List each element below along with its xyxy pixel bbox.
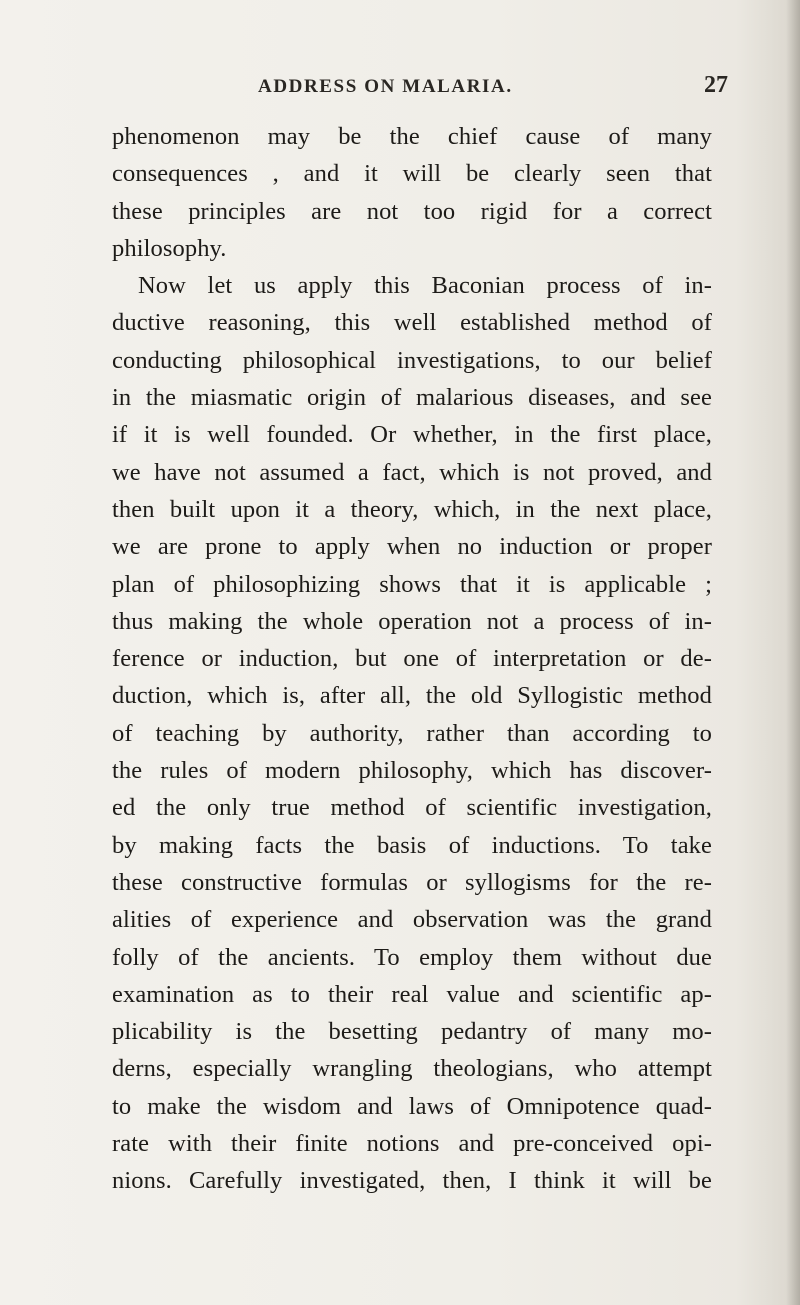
text-line: by making facts the basis of inductions. To take bbox=[112, 831, 712, 859]
text-line: examination as to their real value and scientific ap- bbox=[112, 980, 712, 1008]
text-line: these constructive formulas or syllogisms for the re- bbox=[112, 868, 712, 896]
body-text bbox=[112, 118, 712, 1200]
text-line: consequences , and it will be clearly seen that bbox=[112, 160, 712, 188]
text-line: thus making the whole operation not a process of in- bbox=[112, 607, 712, 635]
text-line: phenomenon may be the chief cause of many bbox=[112, 123, 712, 150]
text-line: derns, especially wrangling theologians, who attempt bbox=[112, 1055, 712, 1083]
text-line: to make the wisdom and laws of Omnipotence quad- bbox=[112, 1092, 712, 1120]
text-line: the rules of modern philosophy, which has discover- bbox=[112, 757, 712, 785]
page-header bbox=[258, 72, 728, 106]
page-edge-shadow bbox=[786, 0, 800, 1305]
text-line: Now let us apply this Baconian process of in- bbox=[138, 272, 712, 300]
text-line: plicability is the besetting pedantry of many mo- bbox=[112, 1018, 712, 1046]
text-line: alities of experience and observation was the grand bbox=[112, 906, 712, 934]
running-head: ADDRESS ON MALARIA. bbox=[258, 76, 513, 97]
text-line: then built upon it a theory, which, in the next place, bbox=[112, 495, 712, 523]
text-line: these principles are not too rigid for a correct bbox=[112, 197, 712, 225]
text-line: philosophy. bbox=[112, 234, 227, 262]
text-line: we have not assumed a fact, which is not proved, and bbox=[112, 458, 712, 486]
text-line: if it is well founded. Or whether, in the first place, bbox=[112, 421, 712, 449]
text-line: rate with their finite notions and pre-conceived opi- bbox=[112, 1130, 712, 1158]
text-line: conducting philosophical investigations, to our belief bbox=[112, 346, 712, 374]
text-line: ference or induction, but one of interpretation or de- bbox=[112, 645, 712, 673]
text-line: plan of philosophizing shows that it is applicable ; bbox=[112, 570, 712, 598]
text-line: duction, which is, after all, the old Syllogistic method bbox=[112, 682, 712, 710]
text-line: ed the only true method of scientific investigation, bbox=[112, 794, 712, 822]
text-line: we are prone to apply when no induction or proper bbox=[112, 533, 712, 561]
text-line: in the miasmatic origin of malarious diseases, and see bbox=[112, 384, 712, 412]
page-number: 27 bbox=[704, 72, 728, 98]
text-line: folly of the ancients. To employ them without due bbox=[112, 943, 712, 971]
text-line: nions. Carefully investigated, then, I think it will be bbox=[112, 1167, 712, 1195]
text-line: ductive reasoning, this well established method of bbox=[112, 309, 712, 337]
text-line: of teaching by authority, rather than according to bbox=[112, 719, 712, 747]
